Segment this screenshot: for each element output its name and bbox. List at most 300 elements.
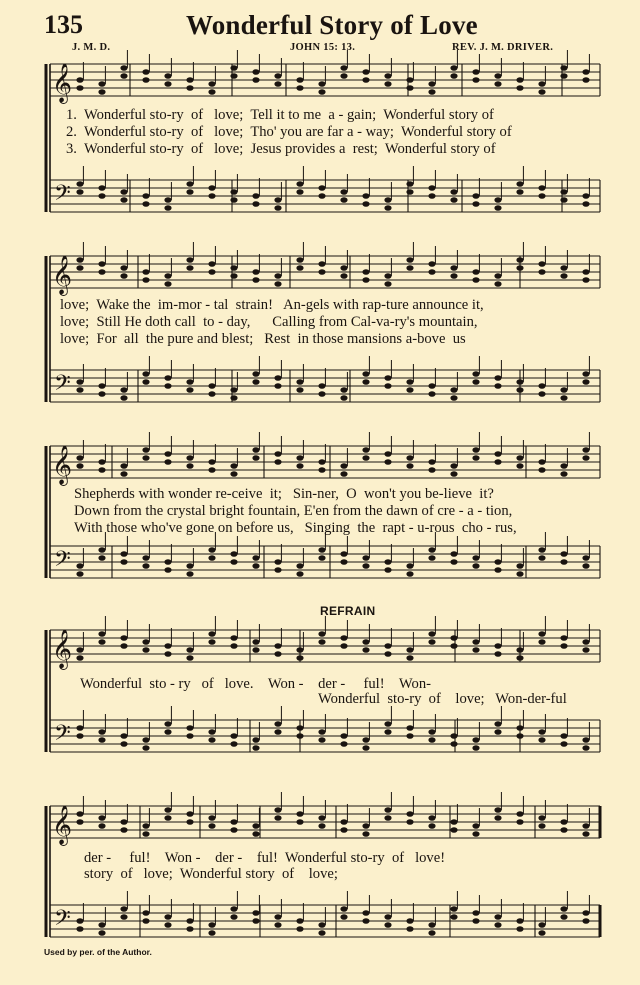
- note-head: [384, 815, 391, 821]
- note-head: [296, 733, 303, 739]
- note-head: [186, 265, 193, 271]
- note-head: [538, 391, 545, 397]
- note-head: [560, 273, 567, 279]
- note-head: [186, 811, 193, 817]
- verse-line: love; For all the pure and blest; Rest in those mansions a-bove us: [60, 331, 466, 347]
- note-head: [274, 273, 281, 279]
- note-head: [318, 729, 325, 735]
- note-head: [186, 571, 193, 577]
- note-head: [560, 471, 567, 477]
- note-head: [142, 269, 149, 275]
- note-head: [142, 563, 149, 569]
- note-head: [208, 261, 215, 267]
- note-head: [142, 447, 149, 453]
- note-head: [362, 831, 369, 837]
- note-head: [582, 823, 589, 829]
- note-head: [582, 69, 589, 75]
- note-head: [252, 910, 259, 916]
- note-head: [296, 811, 303, 817]
- note-head: [120, 741, 127, 747]
- note-head: [494, 807, 501, 813]
- note-head: [362, 69, 369, 75]
- note-head: [516, 77, 523, 83]
- note-head: [384, 922, 391, 928]
- note-head: [230, 741, 237, 747]
- note-head: [76, 455, 83, 461]
- note-head: [164, 721, 171, 727]
- note-head: [142, 647, 149, 653]
- note-head: [582, 455, 589, 461]
- note-head: [450, 551, 457, 557]
- note-head: [296, 181, 303, 187]
- note-head: [450, 914, 457, 920]
- note-head: [186, 926, 193, 932]
- note-head: [406, 725, 413, 731]
- note-head: [142, 201, 149, 207]
- note-head: [318, 823, 325, 829]
- note-head: [120, 819, 127, 825]
- note-head: [450, 73, 457, 79]
- note-head: [560, 819, 567, 825]
- note-head: [142, 831, 149, 837]
- note-head: [164, 375, 171, 381]
- note-head: [450, 827, 457, 833]
- note-head: [516, 918, 523, 924]
- note-head: [98, 383, 105, 389]
- note-head: [164, 807, 171, 813]
- note-head: [98, 467, 105, 473]
- note-head: [582, 910, 589, 916]
- note-head: [230, 73, 237, 79]
- note-head: [208, 922, 215, 928]
- note-head: [98, 185, 105, 191]
- note-head: [186, 455, 193, 461]
- note-head: [560, 387, 567, 393]
- note-head: [582, 918, 589, 924]
- note-head: [186, 918, 193, 924]
- note-head: [164, 922, 171, 928]
- note-head: [164, 205, 171, 211]
- note-head: [142, 193, 149, 199]
- note-head: [76, 926, 83, 932]
- note-head: [186, 257, 193, 263]
- note-head: [384, 729, 391, 735]
- note-head: [318, 459, 325, 465]
- note-head: [274, 383, 281, 389]
- note-head: [516, 265, 523, 271]
- note-head: [296, 379, 303, 385]
- note-head: [516, 926, 523, 932]
- note-head: [340, 733, 347, 739]
- note-head: [230, 463, 237, 469]
- note-head: [274, 281, 281, 287]
- verse-line: Down from the crystal bright fountain, E'en from the dawn of cre - a - tion,: [74, 503, 513, 519]
- note-head: [186, 463, 193, 469]
- note-head: [186, 77, 193, 83]
- note-head: [142, 823, 149, 829]
- note-head: [208, 269, 215, 275]
- note-head: [406, 387, 413, 393]
- note-head: [428, 459, 435, 465]
- note-head: [472, 379, 479, 385]
- note-head: [274, 73, 281, 79]
- note-head: [384, 643, 391, 649]
- note-head: [208, 547, 215, 553]
- note-head: [98, 631, 105, 637]
- note-head: [362, 823, 369, 829]
- note-head: [142, 918, 149, 924]
- note-head: [362, 193, 369, 199]
- note-head: [494, 729, 501, 735]
- note-head: [560, 395, 567, 401]
- note-head: [142, 379, 149, 385]
- note-head: [142, 455, 149, 461]
- note-head: [406, 647, 413, 653]
- note-head: [318, 193, 325, 199]
- note-head: [494, 81, 501, 87]
- note-head: [538, 89, 545, 95]
- note-head: [296, 647, 303, 653]
- note-head: [450, 559, 457, 565]
- note-head: [164, 459, 171, 465]
- note-head: [428, 185, 435, 191]
- note-head: [340, 914, 347, 920]
- note-head: [450, 273, 457, 279]
- note-head: [120, 387, 127, 393]
- note-head: [164, 567, 171, 573]
- note-head: [76, 647, 83, 653]
- note-head: [582, 193, 589, 199]
- note-head: [450, 387, 457, 393]
- note-head: [494, 197, 501, 203]
- note-head: [340, 741, 347, 747]
- note-head: [538, 823, 545, 829]
- note-head: [560, 906, 567, 912]
- note-head: [538, 459, 545, 465]
- note-head: [230, 189, 237, 195]
- note-head: [164, 451, 171, 457]
- note-head: [318, 930, 325, 936]
- note-head: [450, 643, 457, 649]
- note-head: [472, 647, 479, 653]
- note-head: [318, 737, 325, 743]
- composer-credit: REV. J. M. DRIVER.: [452, 42, 554, 53]
- note-head: [494, 459, 501, 465]
- note-head: [76, 77, 83, 83]
- note-head: [582, 745, 589, 751]
- note-head: [538, 555, 545, 561]
- verse-line: love; Wake the im-mor - tal strain! An-gels with rap-ture announce it,: [60, 297, 484, 313]
- note-head: [472, 201, 479, 207]
- note-head: [538, 269, 545, 275]
- note-head: [472, 563, 479, 569]
- note-head: [252, 745, 259, 751]
- note-head: [252, 277, 259, 283]
- note-head: [252, 379, 259, 385]
- note-head: [340, 387, 347, 393]
- note-head: [340, 265, 347, 271]
- note-head: [428, 467, 435, 473]
- note-head: [362, 647, 369, 653]
- note-head: [208, 555, 215, 561]
- note-head: [296, 387, 303, 393]
- note-head: [120, 65, 127, 71]
- bass-clef: 𝄢: [54, 181, 71, 211]
- note-head: [516, 387, 523, 393]
- note-head: [494, 651, 501, 657]
- note-head: [318, 631, 325, 637]
- note-head: [406, 733, 413, 739]
- note-head: [450, 635, 457, 641]
- note-head: [472, 371, 479, 377]
- note-head: [296, 563, 303, 569]
- note-head: [560, 197, 567, 203]
- note-head: [230, 733, 237, 739]
- note-head: [120, 395, 127, 401]
- note-head: [582, 639, 589, 645]
- note-head: [76, 85, 83, 91]
- note-head: [296, 257, 303, 263]
- note-head: [362, 745, 369, 751]
- note-head: [494, 281, 501, 287]
- note-head: [406, 571, 413, 577]
- note-head: [406, 918, 413, 924]
- note-head: [98, 823, 105, 829]
- note-head: [164, 273, 171, 279]
- note-head: [472, 823, 479, 829]
- note-head: [516, 379, 523, 385]
- note-head: [230, 395, 237, 401]
- note-head: [340, 273, 347, 279]
- note-head: [76, 819, 83, 825]
- verse-line: 3. Wonderful sto-ry of love; Jesus provides a rest; Wonderful story of: [66, 141, 496, 157]
- note-head: [406, 85, 413, 91]
- note-head: [516, 85, 523, 91]
- note-head: [318, 547, 325, 553]
- note-head: [582, 647, 589, 653]
- note-head: [252, 69, 259, 75]
- note-head: [274, 451, 281, 457]
- note-head: [76, 918, 83, 924]
- note-head: [582, 447, 589, 453]
- note-head: [76, 811, 83, 817]
- note-head: [186, 733, 193, 739]
- note-head: [120, 197, 127, 203]
- note-head: [76, 563, 83, 569]
- note-head: [560, 463, 567, 469]
- note-head: [252, 563, 259, 569]
- note-head: [296, 189, 303, 195]
- note-head: [494, 815, 501, 821]
- note-head: [406, 811, 413, 817]
- note-head: [450, 471, 457, 477]
- note-head: [76, 265, 83, 271]
- note-head: [560, 643, 567, 649]
- note-head: [560, 733, 567, 739]
- note-head: [252, 737, 259, 743]
- note-head: [472, 831, 479, 837]
- note-head: [428, 391, 435, 397]
- note-head: [98, 547, 105, 553]
- note-head: [120, 471, 127, 477]
- note-head: [494, 567, 501, 573]
- note-head: [450, 463, 457, 469]
- note-head: [98, 555, 105, 561]
- note-head: [538, 737, 545, 743]
- note-head: [340, 197, 347, 203]
- note-head: [384, 73, 391, 79]
- note-head: [230, 827, 237, 833]
- note-head: [252, 831, 259, 837]
- verse-line: With those who've gone on before us, Singing the rapt - u-rous cho - rus,: [74, 520, 517, 536]
- note-head: [252, 447, 259, 453]
- note-head: [340, 189, 347, 195]
- note-head: [76, 257, 83, 263]
- note-head: [98, 729, 105, 735]
- note-head: [516, 811, 523, 817]
- note-head: [582, 555, 589, 561]
- bass-clef: 𝄢: [54, 547, 71, 577]
- note-head: [230, 819, 237, 825]
- note-head: [208, 639, 215, 645]
- hymn-title: Wonderful Story of Love: [186, 10, 478, 40]
- note-head: [560, 559, 567, 565]
- note-head: [120, 273, 127, 279]
- note-head: [450, 65, 457, 71]
- note-head: [318, 555, 325, 561]
- note-head: [208, 89, 215, 95]
- note-head: [252, 455, 259, 461]
- note-head: [208, 467, 215, 473]
- note-head: [318, 391, 325, 397]
- note-head: [120, 643, 127, 649]
- note-head: [230, 914, 237, 920]
- note-head: [296, 265, 303, 271]
- note-head: [450, 197, 457, 203]
- note-head: [164, 729, 171, 735]
- note-head: [472, 918, 479, 924]
- note-head: [362, 563, 369, 569]
- note-head: [318, 639, 325, 645]
- note-head: [164, 197, 171, 203]
- note-head: [340, 463, 347, 469]
- note-head: [384, 559, 391, 565]
- note-head: [120, 189, 127, 195]
- note-head: [406, 77, 413, 83]
- note-head: [318, 89, 325, 95]
- note-head: [230, 273, 237, 279]
- treble-clef: 𝄞: [52, 629, 73, 669]
- note-head: [472, 555, 479, 561]
- note-head: [76, 387, 83, 393]
- note-head: [362, 455, 369, 461]
- note-head: [406, 455, 413, 461]
- note-head: [98, 81, 105, 87]
- note-head: [142, 737, 149, 743]
- note-head: [208, 930, 215, 936]
- note-head: [120, 463, 127, 469]
- note-head: [186, 563, 193, 569]
- note-head: [406, 379, 413, 385]
- note-head: [494, 383, 501, 389]
- note-head: [494, 559, 501, 565]
- note-head: [472, 269, 479, 275]
- note-head: [230, 643, 237, 649]
- note-head: [428, 547, 435, 553]
- note-head: [428, 89, 435, 95]
- note-head: [450, 733, 457, 739]
- note-head: [428, 922, 435, 928]
- note-head: [230, 197, 237, 203]
- note-head: [560, 741, 567, 747]
- note-head: [472, 737, 479, 743]
- note-head: [362, 277, 369, 283]
- note-head: [362, 737, 369, 743]
- note-head: [428, 729, 435, 735]
- note-head: [274, 721, 281, 727]
- note-head: [362, 447, 369, 453]
- verse-line: 1. Wonderful sto-ry of love; Tell it to me a - gain; Wonderful story of: [66, 107, 494, 123]
- note-head: [472, 77, 479, 83]
- note-head: [516, 563, 523, 569]
- note-head: [318, 269, 325, 275]
- note-head: [428, 737, 435, 743]
- note-head: [428, 631, 435, 637]
- note-head: [516, 257, 523, 263]
- note-head: [164, 815, 171, 821]
- note-head: [164, 559, 171, 565]
- note-head: [120, 906, 127, 912]
- note-head: [230, 471, 237, 477]
- note-head: [296, 571, 303, 577]
- note-head: [538, 193, 545, 199]
- note-head: [560, 73, 567, 79]
- note-head: [582, 831, 589, 837]
- note-head: [252, 639, 259, 645]
- note-head: [494, 205, 501, 211]
- note-head: [274, 81, 281, 87]
- note-head: [406, 926, 413, 932]
- note-head: [538, 930, 545, 936]
- hymn-number: 135: [44, 10, 83, 39]
- note-head: [186, 725, 193, 731]
- note-head: [274, 729, 281, 735]
- author-initials: J. M. D.: [72, 42, 111, 53]
- note-head: [582, 269, 589, 275]
- note-head: [230, 387, 237, 393]
- note-head: [494, 375, 501, 381]
- note-head: [560, 265, 567, 271]
- note-head: [362, 201, 369, 207]
- note-head: [472, 455, 479, 461]
- treble-clef: 𝄞: [52, 805, 73, 845]
- note-head: [450, 906, 457, 912]
- note-head: [318, 815, 325, 821]
- note-head: [538, 467, 545, 473]
- note-head: [428, 261, 435, 267]
- note-head: [208, 815, 215, 821]
- note-head: [274, 375, 281, 381]
- note-head: [384, 375, 391, 381]
- note-head: [296, 725, 303, 731]
- note-head: [98, 89, 105, 95]
- note-head: [296, 463, 303, 469]
- note-head: [274, 567, 281, 573]
- note-head: [274, 807, 281, 813]
- note-head: [516, 655, 523, 661]
- note-head: [538, 729, 545, 735]
- note-head: [428, 383, 435, 389]
